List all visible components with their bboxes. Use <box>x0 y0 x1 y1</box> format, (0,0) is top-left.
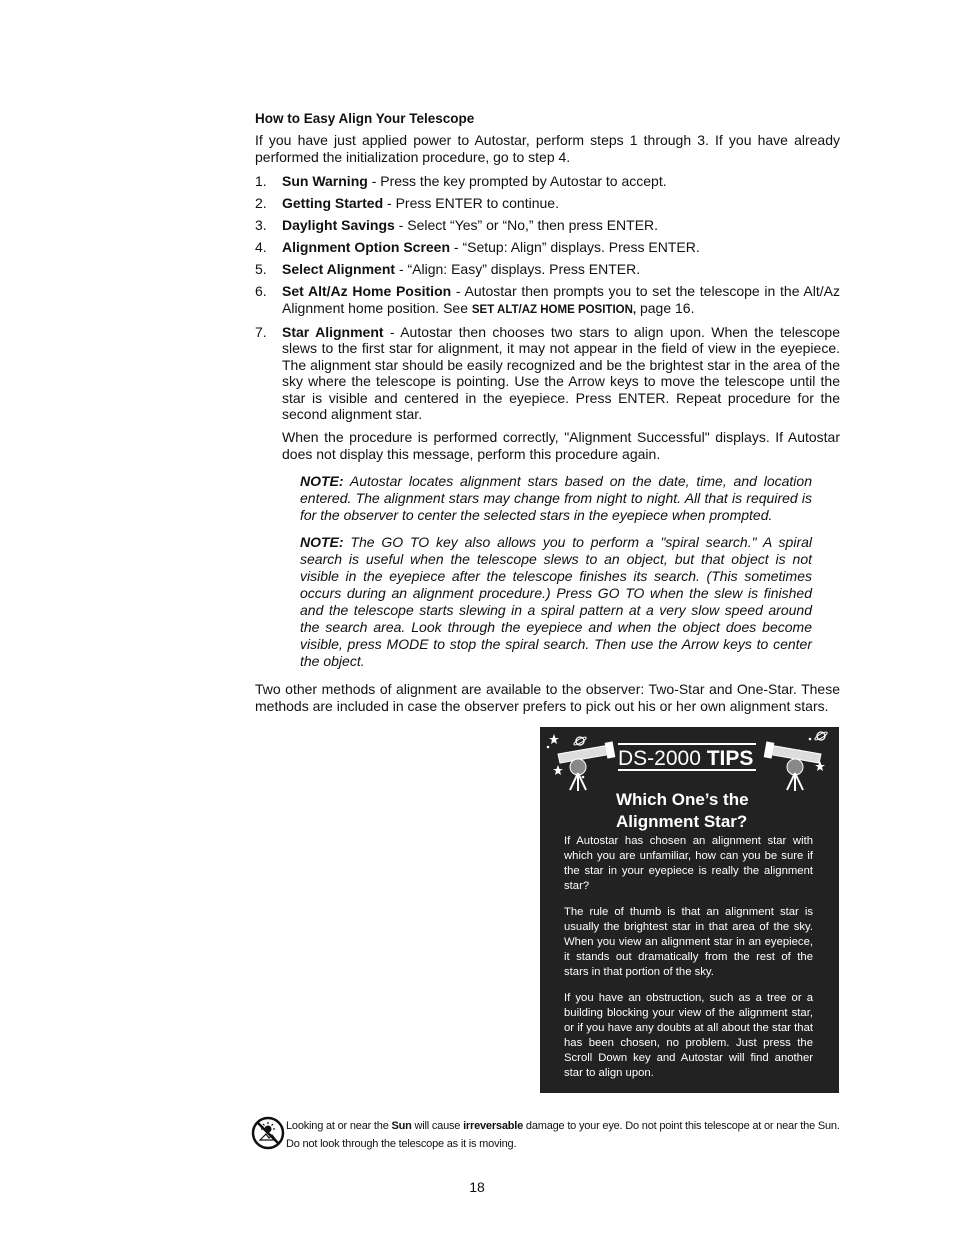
note-1: NOTE: Autostar locates alignment stars based on the date, time, and location entered. The alignment stars may change from night to night. All that is required is for the observer to center the selected stars in the eyepiece when prompted. <box>300 472 812 523</box>
note-2: NOTE: The GO TO key also allows you to perform a "spiral search." A spiral search is useful when the telescope slews to an object, but that object is not visible in the eyepiece after the telescope finishes its search. (This sometimes occurs during an alignment procedure.) Press GO TO when the slew is finished and the telescope starts slewing in a spiral pattern at a very slow speed around the search area. Look through the eyepiece and when the object does become visible, press MODE to stop the spiral search. Then use the Arrow keys to center the object. <box>300 533 812 669</box>
tips-paragraph: If Autostar has chosen an alignment star with which you are unfamiliar, how can you be sure if the star in your eyepiece is really the alignment star? <box>564 835 813 892</box>
tips-paragraph: The rule of thumb is that an alignment star is usually the brightest star in that area of the sky. When you view an alignment star in an eyepiece, it stands out dramatically from the rest of the stars in that portion of the sky. <box>564 906 813 978</box>
star-icon <box>553 765 563 775</box>
list-item: 4. Alignment Option Screen - “Setup: Align” displays. Press ENTER. <box>255 239 700 255</box>
list-item: 7. Star Alignment - Autostar then chooses two stars to align upon. When the telescope slews to the first star for alignment, it may not appear in the field of view in the eyepiece. The alignment star should be easily recognized and be the brightest star in the area of the sky where the telescope is pointing. Use the Arrow keys to move the telescope until the star is visible and centered in the eyepiece. Press ENTER. Repeat procedure for the second alignment star. <box>255 323 840 422</box>
list-item: 6. Set Alt/Az Home Position - Autostar then prompts you to set the telescope in the Alt/Az Alignment home position. See SET ALT/AZ HOME POSITION, page 16. <box>255 283 840 316</box>
intro-paragraph: If you have just applied power to Autostar, perform steps 1 through 3. If you have already performed the initialization procedure, go to step 4. <box>255 132 840 165</box>
alignment-steps <box>255 173 840 423</box>
list-item: 5. Select Alignment - “Align: Easy” displays. Press ENTER. <box>255 261 641 277</box>
list-item: 3. Daylight Savings - Select “Yes” or “No,” then press ENTER. <box>255 217 659 233</box>
tips-sidebar <box>540 727 839 1093</box>
telescope-icon <box>764 741 821 791</box>
tips-paragraph: If you have an obstruction, such as a tree or a building blocking your view of the alignment star, or if you have any doubts at all about the star that has been chosen, no problem. Just press the Scroll Down key and Autostar will find another star to align upon. <box>564 992 813 1079</box>
telescope-icon <box>558 741 615 791</box>
tips-title: DS-2000 TIPS <box>618 743 756 771</box>
no-sun-warning-icon <box>251 1116 285 1150</box>
list-item: 1. Sun Warning - Press the key prompted by Autostar to accept. <box>255 173 667 189</box>
list-item: 2. Getting Started - Press ENTER to continue. <box>255 195 559 211</box>
star-icon <box>549 734 559 744</box>
page-number: 18 <box>469 1179 485 1195</box>
warning-text: Looking at or near the Sun will cause irreversable damage to your eye. Do not point this telescope at or near the Sun. Do not look through the telescope as it is moving. <box>286 1120 840 1150</box>
section-heading: How to Easy Align Your Telescope <box>255 111 475 126</box>
planet-icon <box>573 736 587 746</box>
closing-paragraph: Two other methods of alignment are available to the observer: Two-Star and One-Star. These methods are included in case the observer prefers to pick out his or her own alignment stars. <box>255 680 840 714</box>
planet-icon <box>814 731 828 741</box>
cross-reference: SET ALT/AZ HOME POSITION, <box>471 303 637 316</box>
instructions-section <box>255 110 840 715</box>
tips-heading: Which One’s the Alignment Star? <box>616 790 749 831</box>
sun-warning <box>251 1115 841 1155</box>
tips-body <box>564 834 813 1092</box>
success-paragraph: When the procedure is performed correctly, "Alignment Successful" displays. If Autostar does not display this message, perform this procedure again. <box>282 428 840 462</box>
